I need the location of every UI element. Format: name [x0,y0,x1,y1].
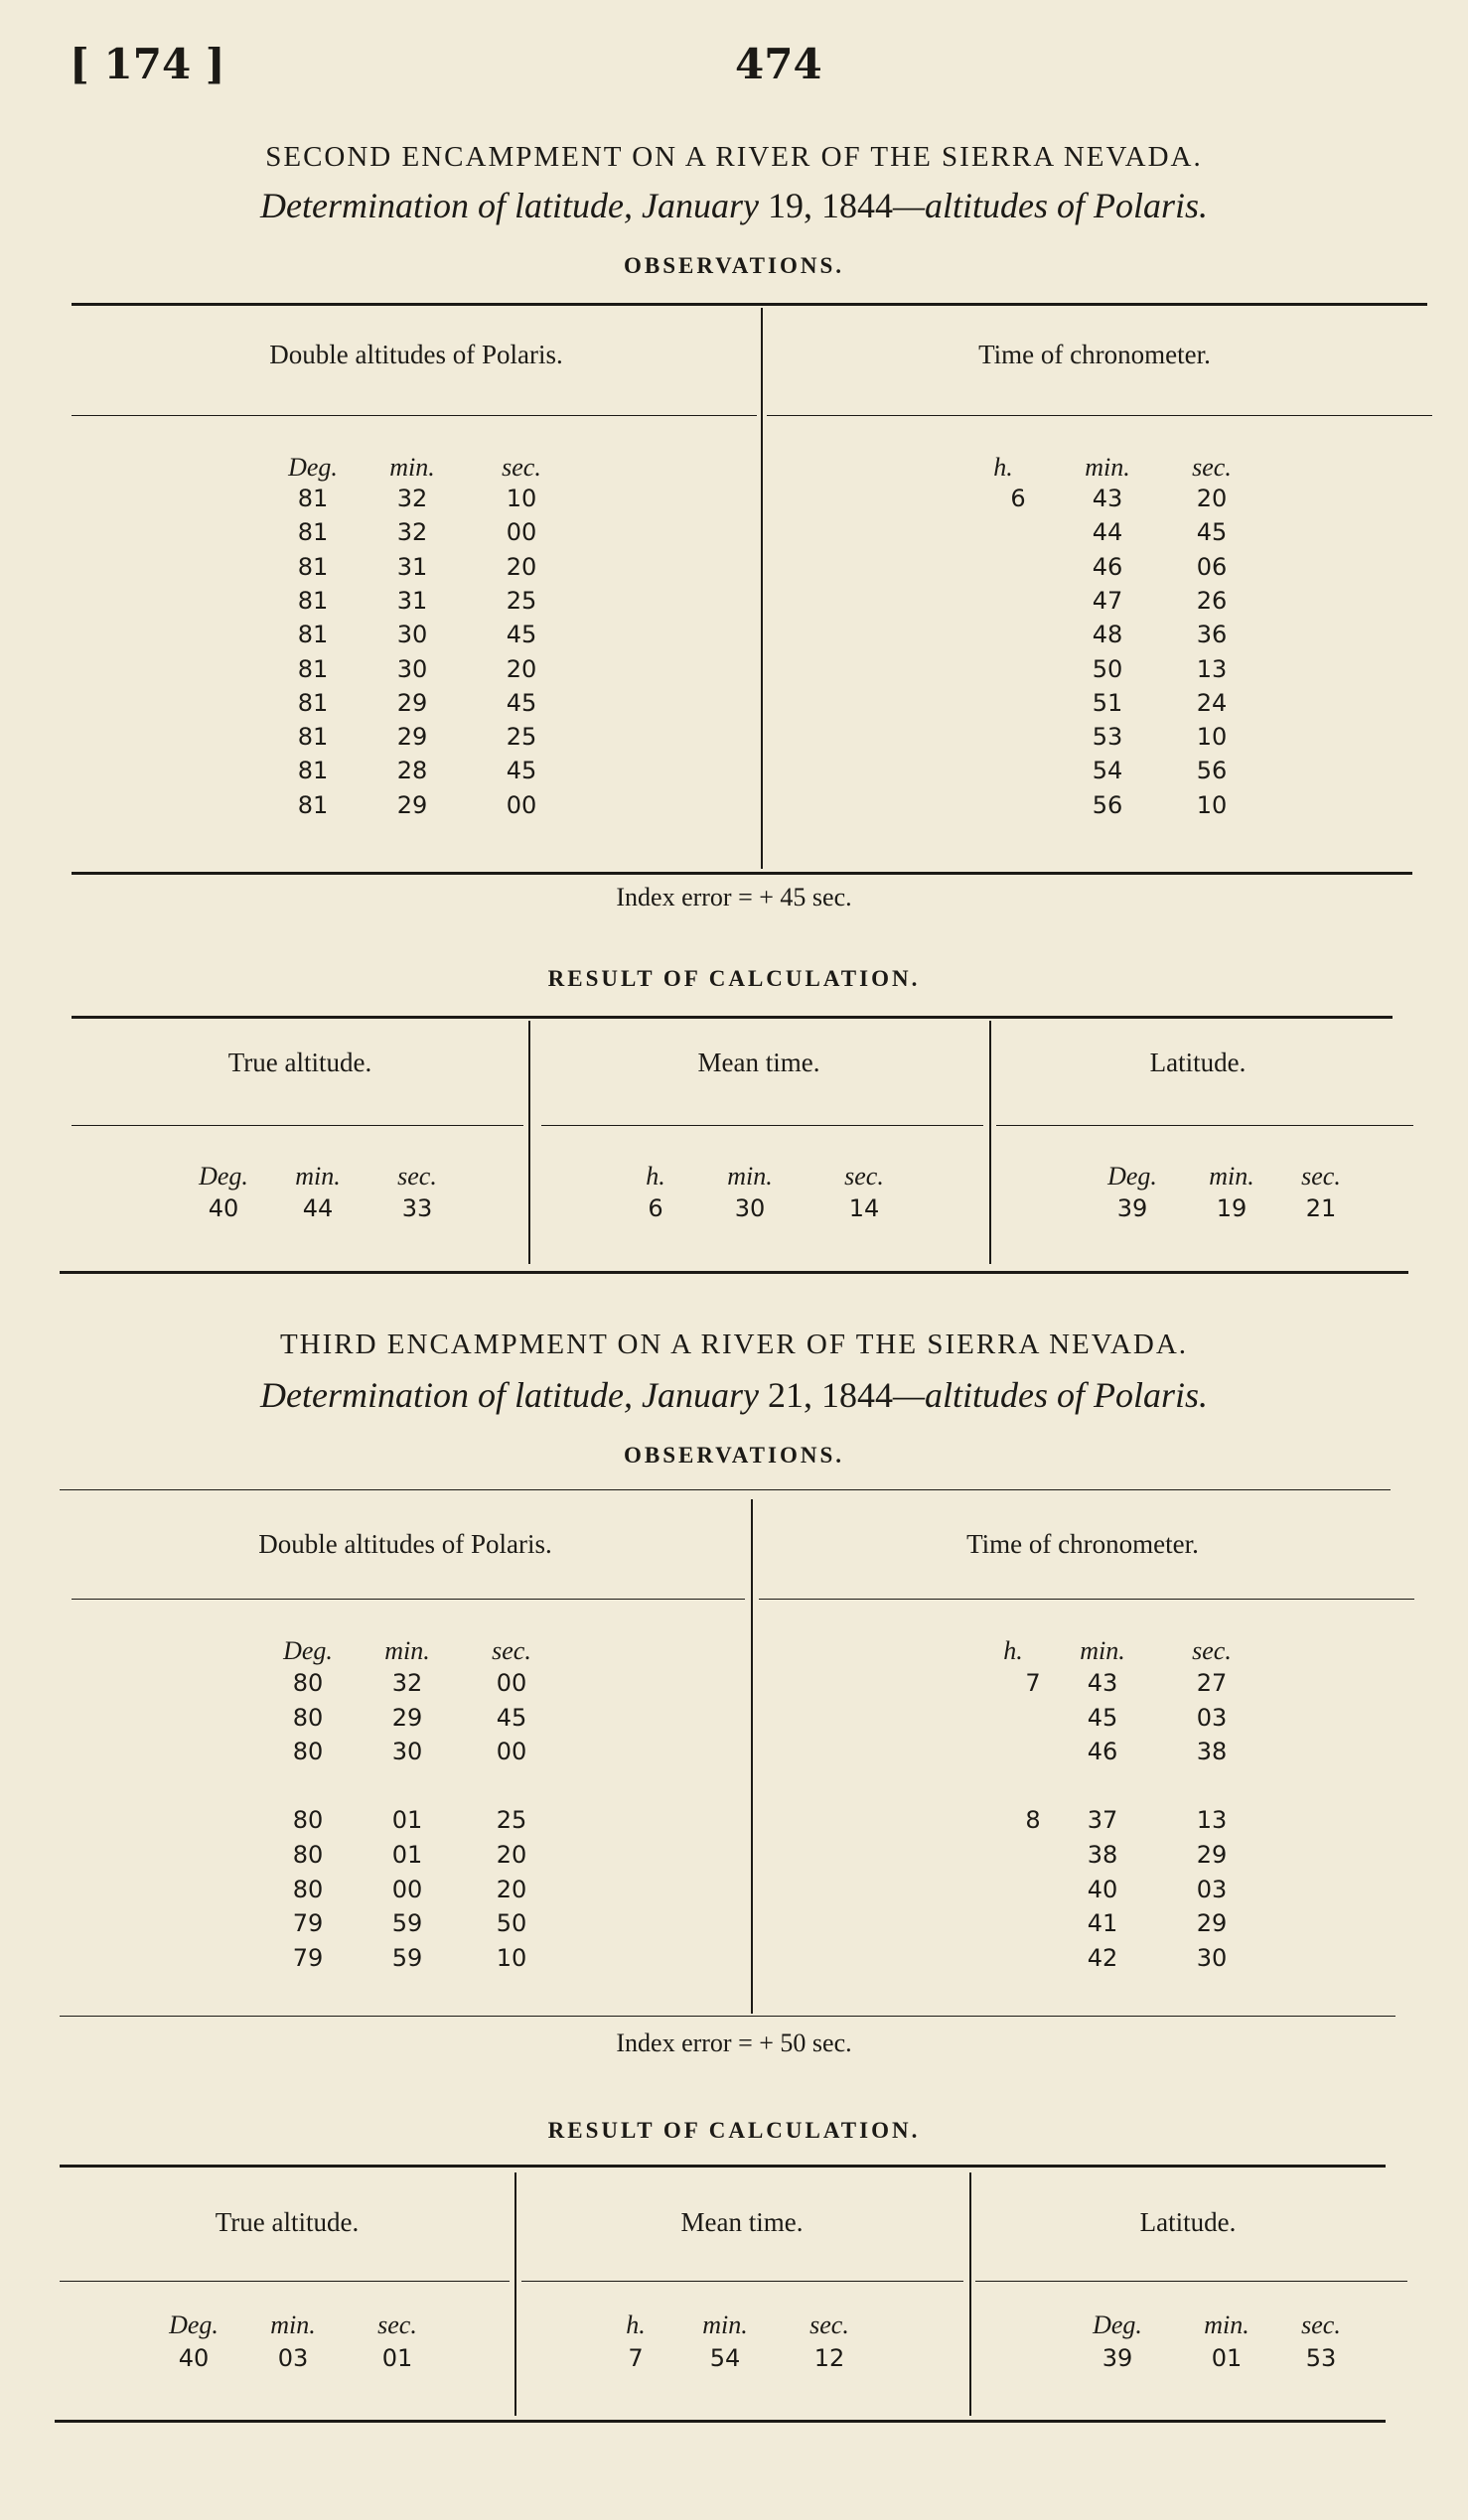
table-cell: 36 [1196,621,1228,649]
result-value: 21 [1305,1194,1337,1222]
table-cell: 06 [1196,552,1228,581]
result-value: 14 [848,1194,880,1222]
section-2-title: THIRD ENCAMPMENT ON A RIVER OF THE SIERRA NEVADA. [279,1329,1189,1360]
section-1-time-header: Time of chronometer. [978,340,1211,369]
unit-min: min. [384,1636,430,1665]
unit-sec: sec. [492,1636,531,1665]
result-value: 39 [1101,2344,1133,2372]
section-2-altitude-header: Double altitudes of Polaris. [258,1529,552,1559]
section-2-subtitle: Determination of latitude, January 21, 1844—altitudes of Polaris. [260,1375,1208,1415]
result-value: 54 [709,2344,741,2372]
section-1-result-label: RESULT OF CALCULATION. [547,966,921,991]
table-cell: 27 [1196,1669,1228,1697]
section-2-observations-label: OBSERVATIONS. [623,1443,845,1468]
table-cell: 37 [1087,1806,1118,1835]
section-2-header-rule-right [759,1599,1414,1600]
table-cell: 59 [391,1909,423,1938]
table-cell: 10 [1196,790,1228,819]
result-unit: Deg. [169,2310,219,2339]
table-cell: 45 [1196,518,1228,547]
unit-min: min. [1080,1636,1125,1665]
result-unit: sec. [1301,1162,1341,1190]
table-cell: 59 [391,1943,423,1972]
table-cell: 54 [1092,757,1123,785]
unit-h: h. [1003,1636,1023,1665]
section-1-header-rule-left [72,415,757,416]
result-unit: min. [295,1162,341,1190]
section-1-observations-label: OBSERVATIONS. [623,253,845,278]
section-1-result-rule-3 [996,1125,1413,1126]
table-cell: 30 [1196,1943,1228,1972]
section-1-result-bottom-rule [60,1271,1408,1274]
result-value: 6 [648,1194,663,1222]
table-cell: 80 [292,1703,324,1732]
table-cell: 25 [496,1806,527,1835]
table-cell: 10 [506,485,537,512]
result-unit: Deg. [1107,1162,1157,1190]
table-cell: 30 [396,621,428,649]
section-2-result-rule-3 [975,2281,1407,2282]
section-1-subtitle: Determination of latitude, January 19, 1844—altitudes of Polaris. [260,186,1208,225]
result-value: 12 [813,2344,845,2372]
table-cell: 50 [1092,654,1123,683]
page-number: 474 [735,40,822,88]
section-1-result-rule-1 [72,1125,523,1126]
section-1-result-rule-2 [541,1125,983,1126]
table-cell: 28 [396,757,428,785]
table-cell: 44 [1092,518,1123,547]
table-cell: 81 [297,552,329,581]
table-cell: 81 [297,688,329,717]
result-unit: min. [1204,2310,1249,2339]
table-cell: 46 [1087,1738,1118,1766]
table-cell: 20 [496,1841,527,1869]
table-cell: 7 [1025,1669,1041,1697]
table-cell: 00 [496,1738,527,1766]
table-cell: 13 [1196,654,1228,683]
section-1-index-error: Index error = + 45 sec. [616,883,852,911]
unit-deg: Deg. [283,1636,333,1665]
table-cell: 80 [292,1841,324,1869]
table-cell: 30 [396,654,428,683]
result-unit: sec. [844,1162,884,1190]
table-cell: 8 [1025,1806,1041,1835]
result-value: 44 [302,1194,334,1222]
result-value: 40 [208,1194,239,1222]
table-cell: 29 [396,723,428,752]
table-cell: 81 [297,586,329,615]
table-cell: 25 [506,586,537,615]
result-value: 01 [381,2344,413,2372]
section-1-obs-bottom-rule [72,872,1412,875]
table-cell: 29 [1196,1909,1228,1938]
table-cell: 42 [1087,1943,1118,1972]
result-unit: sec. [1301,2310,1341,2339]
table-cell: 80 [292,1806,324,1835]
table-cell: 31 [396,552,428,581]
section-2-latitude-header: Latitude. [1139,2207,1237,2237]
unit-h: h. [993,453,1013,482]
result-unit: min. [1209,1162,1254,1190]
result-unit: min. [727,1162,773,1190]
section-2-obs-divider [751,1499,753,2014]
table-cell: 32 [391,1669,423,1697]
result-unit: sec. [809,2310,849,2339]
table-cell: 45 [506,688,537,717]
unit-sec: sec. [1192,453,1232,482]
bracket-page-number: [ 174 ] [70,40,225,88]
result-unit: sec. [377,2310,417,2339]
table-cell: 25 [506,723,537,752]
table-cell: 81 [297,723,329,752]
result-unit: Deg. [1093,2310,1142,2339]
table-cell: 00 [496,1669,527,1697]
section-2-obs-top-rule [60,1489,1391,1490]
table-cell: 32 [396,485,428,512]
table-cell: 56 [1196,757,1228,785]
table-cell: 29 [396,790,428,819]
section-2-result-label: RESULT OF CALCULATION. [547,2118,921,2143]
table-cell: 81 [297,790,329,819]
result-value: 7 [628,2344,644,2372]
table-cell: 53 [1092,723,1123,752]
result-value: 30 [734,1194,766,1222]
table-cell: 03 [1196,1875,1228,1903]
table-cell: 43 [1087,1669,1118,1697]
table-cell: 20 [496,1875,527,1903]
unit-min: min. [389,453,435,482]
section-1-obs-divider [761,308,763,869]
table-cell: 40 [1087,1875,1118,1903]
section-2-time-header: Time of chronometer. [966,1529,1199,1559]
result-unit: sec. [397,1162,437,1190]
table-cell: 01 [391,1806,423,1835]
table-cell: 20 [506,552,537,581]
table-cell: 45 [506,621,537,649]
section-2-result-rule-1 [60,2281,510,2282]
table-cell: 80 [292,1669,324,1697]
unit-min: min. [1085,453,1130,482]
result-unit: min. [702,2310,748,2339]
result-value: 33 [401,1194,433,1222]
section-1-mean-time-header: Mean time. [697,1048,820,1077]
table-cell: 20 [506,654,537,683]
result-value: 01 [1211,2344,1243,2372]
table-cell: 81 [297,485,329,512]
table-cell: 46 [1092,552,1123,581]
section-1-true-altitude-header: True altitude. [227,1048,372,1077]
table-cell: 81 [297,518,329,547]
table-cell: 03 [1196,1703,1228,1732]
section-1-title: SECOND ENCAMPMENT ON A RIVER OF THE SIERRA NEVADA. [265,141,1203,173]
table-cell: 6 [1010,485,1026,512]
result-unit: min. [270,2310,316,2339]
table-cell: 41 [1087,1909,1118,1938]
table-cell: 29 [1196,1841,1228,1869]
table-cell: 29 [391,1703,423,1732]
table-cell: 24 [1196,688,1228,717]
table-cell: 38 [1196,1738,1228,1766]
result-unit: Deg. [199,1162,248,1190]
unit-deg: Deg. [288,453,338,482]
table-cell: 56 [1092,790,1123,819]
table-cell: 45 [1087,1703,1118,1732]
table-cell: 10 [496,1943,527,1972]
table-cell: 45 [506,757,537,785]
table-cell: 10 [1196,723,1228,752]
table-cell: 50 [496,1909,527,1938]
table-cell: 00 [506,518,537,547]
table-cell: 20 [1196,485,1228,512]
result-value: 53 [1305,2344,1337,2372]
table-cell: 32 [396,518,428,547]
table-cell: 38 [1087,1841,1118,1869]
table-cell: 00 [391,1875,423,1903]
table-cell: 48 [1092,621,1123,649]
unit-sec: sec. [502,453,541,482]
section-2-true-altitude-header: True altitude. [215,2207,360,2237]
section-1-latitude-header: Latitude. [1149,1048,1247,1077]
table-cell: 81 [297,621,329,649]
section-2-mean-time-header: Mean time. [680,2207,804,2237]
table-cell: 30 [391,1738,423,1766]
result-unit: h. [626,2310,646,2339]
table-cell: 80 [292,1875,324,1903]
section-2-header-rule-left [72,1599,745,1600]
table-cell: 13 [1196,1806,1228,1835]
result-unit: h. [646,1162,665,1190]
result-value: 40 [178,2344,210,2372]
table-cell: 51 [1092,688,1123,717]
section-2-result-bottom-rule [55,2420,1386,2423]
table-cell: 43 [1092,485,1123,512]
result-value: 03 [277,2344,309,2372]
table-cell: 79 [292,1943,324,1972]
section-1-header-rule-right [767,415,1432,416]
result-value: 19 [1216,1194,1248,1222]
table-cell: 01 [391,1841,423,1869]
section-2-obs-bottom-rule [60,2016,1395,2017]
table-cell: 81 [297,757,329,785]
table-cell: 45 [496,1703,527,1732]
table-cell: 00 [506,790,537,819]
section-1-result-top-rule [72,1016,1393,1019]
section-2-index-error: Index error = + 50 sec. [616,2029,852,2057]
table-cell: 31 [396,586,428,615]
section-2-result-rule-2 [521,2281,963,2282]
table-cell: 81 [297,654,329,683]
result-value: 39 [1116,1194,1148,1222]
section-1-altitude-header: Double altitudes of Polaris. [269,340,563,369]
table-cell: 79 [292,1909,324,1938]
table-cell: 26 [1196,586,1228,615]
table-cell: 80 [292,1738,324,1766]
unit-sec: sec. [1192,1636,1232,1665]
table-cell: 47 [1092,586,1123,615]
table-cell: 29 [396,688,428,717]
section-1-obs-top-rule [72,303,1427,306]
section-2-result-top-rule [60,2165,1386,2168]
